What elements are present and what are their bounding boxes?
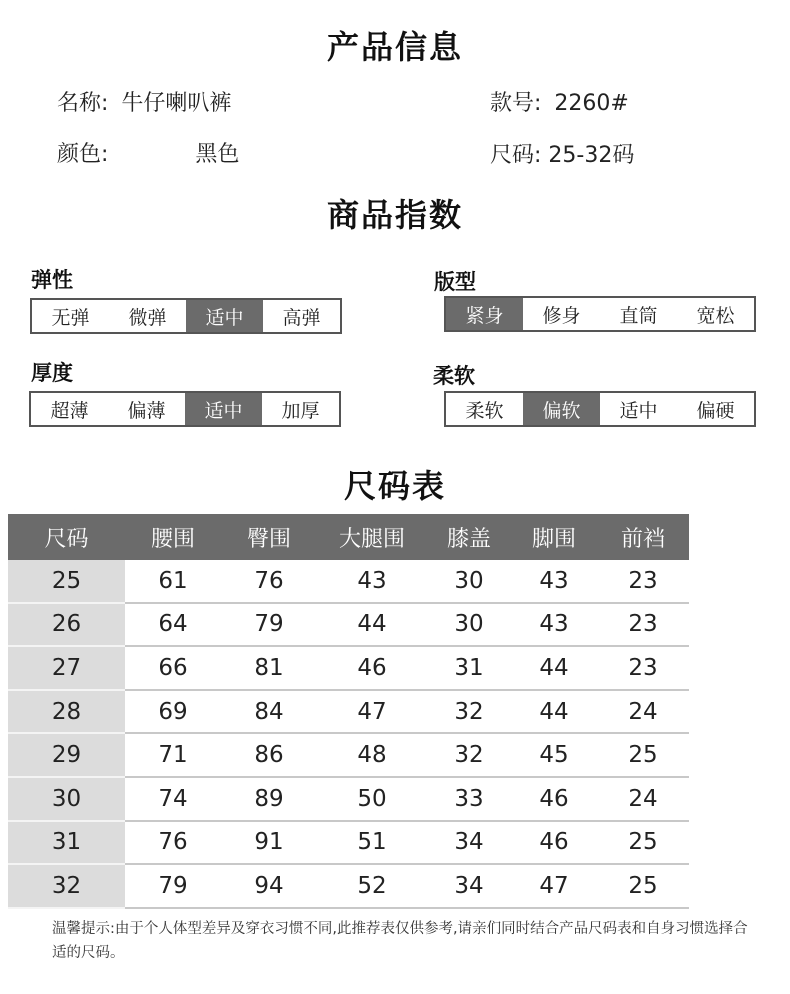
cell-thigh: 46	[317, 646, 427, 690]
cell-hip: 84	[221, 690, 317, 734]
fit-option: 直筒	[619, 304, 658, 327]
cell-waist: 79	[125, 864, 221, 908]
color-row	[57, 137, 239, 168]
size-tip-note: 温馨提示:由于个人体型差异及穿衣习惯不同,此推荐表仅供参考,请亲们同时结合产品尺码表和自身习惯选择合适的尺码。	[52, 921, 748, 961]
style-value: 2260#	[554, 91, 629, 116]
cell-thigh: 50	[317, 777, 427, 821]
cell-size: 29	[8, 733, 125, 777]
cell-front-rise: 25	[597, 733, 689, 777]
fit-option: 宽松	[696, 304, 735, 327]
softness-option: 偏硬	[696, 399, 735, 422]
elasticity-option-selected: 适中	[186, 300, 263, 332]
cell-hip: 91	[221, 821, 317, 865]
cell-waist: 66	[125, 646, 221, 690]
thickness-scale	[29, 391, 341, 427]
table-row	[8, 733, 689, 777]
cell-thigh: 52	[317, 864, 427, 908]
cell-front-rise: 23	[597, 603, 689, 647]
table-row	[8, 864, 689, 908]
cell-thigh: 44	[317, 603, 427, 647]
cell-knee: 32	[427, 690, 511, 734]
cell-knee: 30	[427, 560, 511, 603]
cell-thigh: 47	[317, 690, 427, 734]
cell-leg-opening: 46	[511, 777, 597, 821]
style-row	[490, 86, 629, 117]
cell-knee: 34	[427, 821, 511, 865]
header-size: 尺码	[8, 514, 125, 560]
cell-waist: 76	[125, 821, 221, 865]
size-table-header	[8, 514, 689, 560]
cell-leg-opening: 43	[511, 603, 597, 647]
fit-scale	[444, 296, 756, 332]
elasticity-option: 无弹	[51, 306, 90, 329]
name-value: 牛仔喇叭裤	[121, 91, 232, 116]
cell-knee: 31	[427, 646, 511, 690]
name-row	[57, 86, 231, 117]
cell-front-rise: 25	[597, 821, 689, 865]
cell-size: 26	[8, 603, 125, 647]
cell-hip: 81	[221, 646, 317, 690]
cell-leg-opening: 46	[511, 821, 597, 865]
cell-waist: 61	[125, 560, 221, 603]
cell-hip: 86	[221, 733, 317, 777]
thickness-option: 加厚	[281, 399, 320, 422]
cell-size: 28	[8, 690, 125, 734]
softness-label: 柔软	[433, 364, 475, 388]
cell-leg-opening: 45	[511, 733, 597, 777]
thickness-option: 超薄	[50, 399, 89, 422]
fit-option: 修身	[542, 304, 581, 327]
cell-waist: 64	[125, 603, 221, 647]
cell-front-rise: 24	[597, 777, 689, 821]
header-knee: 膝盖	[427, 514, 511, 560]
table-row	[8, 603, 689, 647]
cell-waist: 69	[125, 690, 221, 734]
header-hip: 臀围	[221, 514, 317, 560]
header-leg-opening: 脚围	[511, 514, 597, 560]
cell-waist: 74	[125, 777, 221, 821]
table-row	[8, 690, 689, 734]
cell-leg-opening: 44	[511, 690, 597, 734]
thickness-option-selected: 适中	[185, 393, 262, 425]
size-range-value: 25-32码	[548, 143, 635, 168]
cell-knee: 34	[427, 864, 511, 908]
table-row	[8, 821, 689, 865]
cell-waist: 71	[125, 733, 221, 777]
fit-label: 版型	[434, 270, 476, 294]
elasticity-option: 高弹	[282, 306, 321, 329]
cell-front-rise: 25	[597, 864, 689, 908]
table-row	[8, 560, 689, 603]
cell-knee: 30	[427, 603, 511, 647]
indices-title: 商品指数	[326, 196, 463, 234]
softness-scale	[444, 391, 756, 427]
cell-knee: 32	[427, 733, 511, 777]
cell-leg-opening: 44	[511, 646, 597, 690]
header-front-rise: 前裆	[597, 514, 689, 560]
thickness-label: 厚度	[31, 361, 73, 385]
size-range-label: 尺码:	[490, 143, 542, 168]
softness-option-selected: 偏软	[523, 393, 600, 425]
cell-thigh: 51	[317, 821, 427, 865]
cell-thigh: 43	[317, 560, 427, 603]
cell-size: 25	[8, 560, 125, 603]
cell-front-rise: 23	[597, 646, 689, 690]
softness-option: 柔软	[465, 399, 504, 422]
cell-hip: 94	[221, 864, 317, 908]
softness-option: 适中	[619, 399, 658, 422]
product-info-title: 产品信息	[326, 28, 463, 66]
cell-size: 31	[8, 821, 125, 865]
table-row	[8, 777, 689, 821]
name-label: 名称:	[57, 91, 109, 116]
color-label: 颜色:	[57, 142, 109, 167]
cell-hip: 79	[221, 603, 317, 647]
cell-leg-opening: 47	[511, 864, 597, 908]
style-label: 款号:	[490, 91, 542, 116]
cell-size: 30	[8, 777, 125, 821]
cell-hip: 89	[221, 777, 317, 821]
cell-size: 27	[8, 646, 125, 690]
size-table-title: 尺码表	[343, 467, 446, 505]
cell-front-rise: 23	[597, 560, 689, 603]
header-thigh: 大腿围	[317, 514, 427, 560]
size-table	[8, 514, 689, 909]
elasticity-scale	[30, 298, 342, 334]
fit-option-selected: 紧身	[446, 298, 523, 330]
cell-leg-opening: 43	[511, 560, 597, 603]
cell-front-rise: 24	[597, 690, 689, 734]
color-value: 黑色	[195, 142, 240, 167]
cell-size: 32	[8, 864, 125, 908]
cell-thigh: 48	[317, 733, 427, 777]
header-waist: 腰围	[125, 514, 221, 560]
thickness-option: 偏薄	[127, 399, 166, 422]
size-range-row	[490, 138, 634, 169]
cell-hip: 76	[221, 560, 317, 603]
elasticity-label: 弹性	[31, 268, 73, 292]
elasticity-option: 微弹	[128, 306, 167, 329]
cell-knee: 33	[427, 777, 511, 821]
table-row	[8, 646, 689, 690]
